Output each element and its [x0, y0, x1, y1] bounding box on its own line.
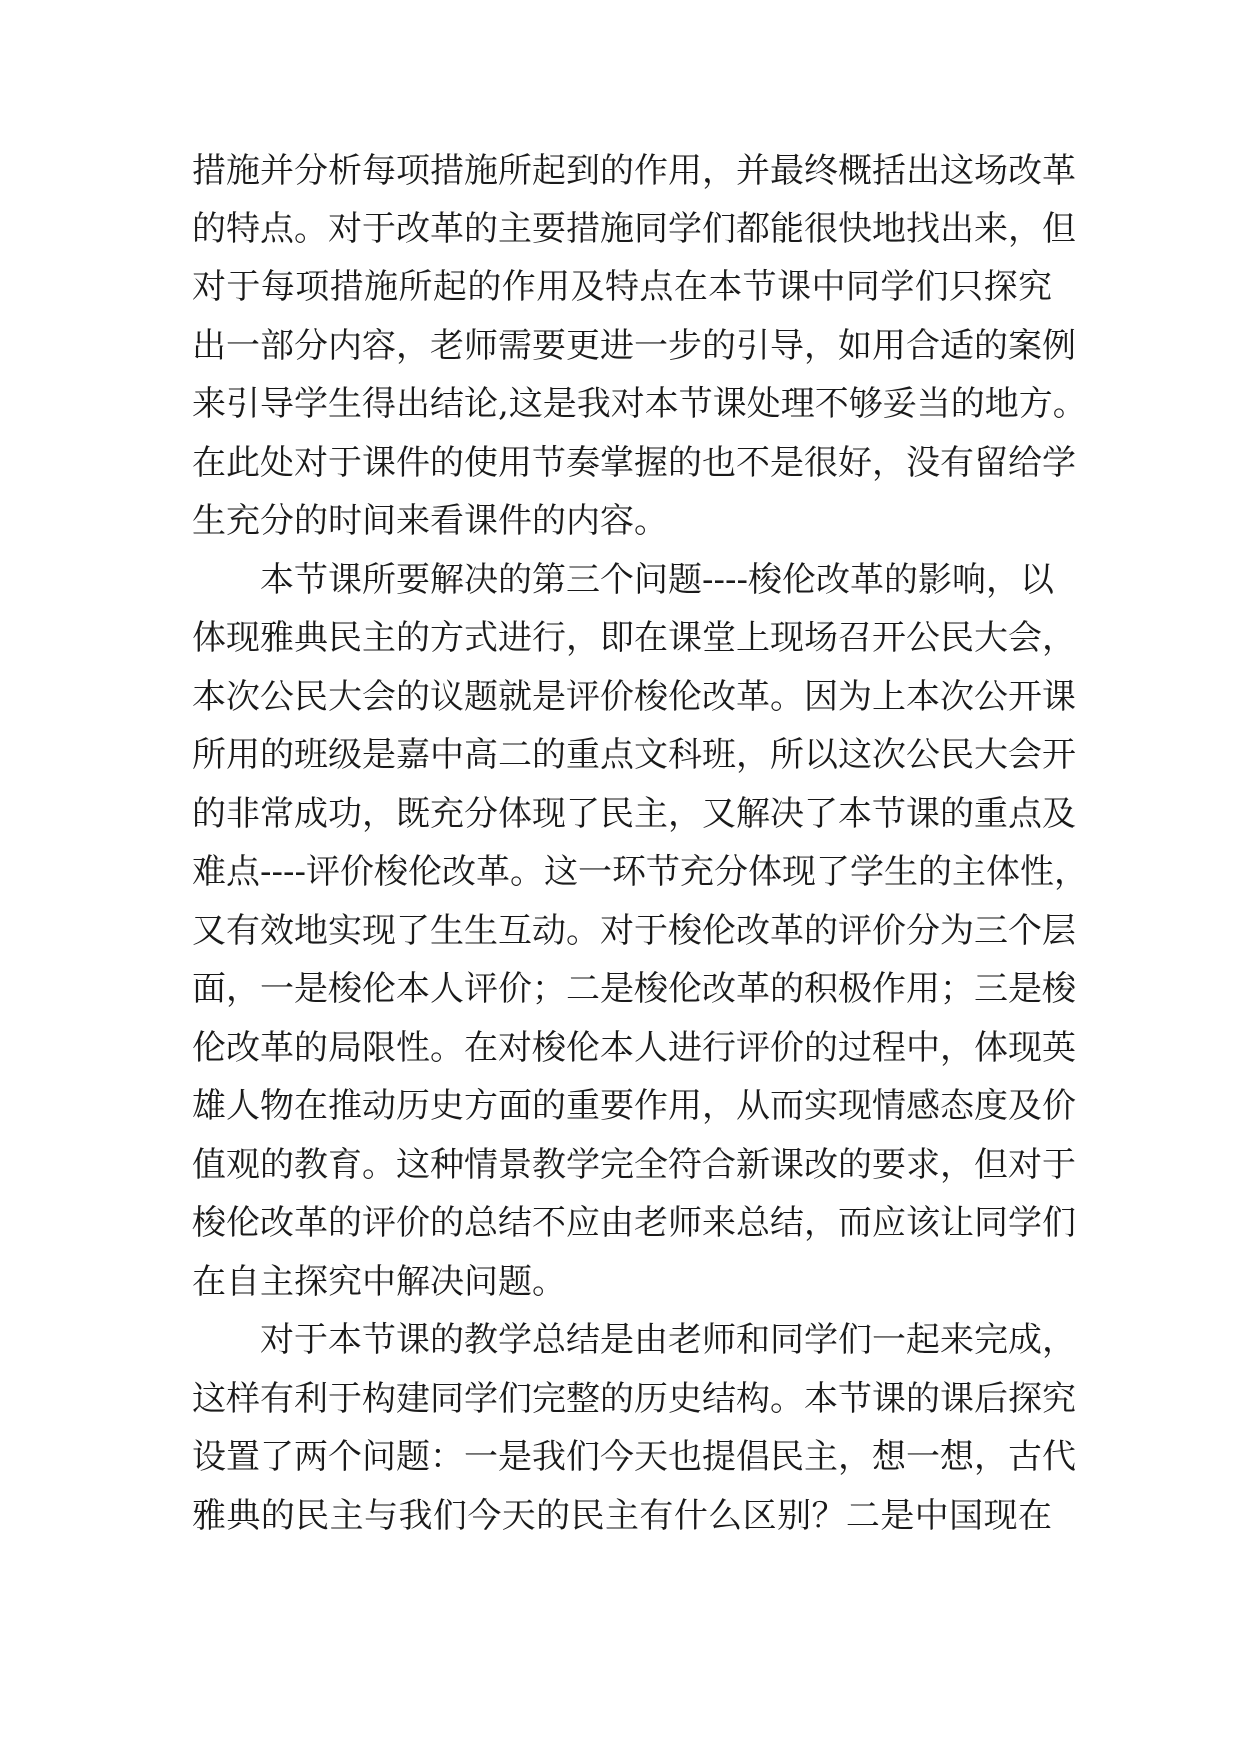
text-line: 雅典的民主与我们今天的民主有什么区别？二是中国现在: [192, 1496, 1052, 1536]
text-line: 梭伦改革的评价的总结不应由老师来总结，而应该让同学们: [192, 1203, 1076, 1243]
text-line: 难点----评价梭伦改革。这一环节充分体现了学生的主体性，: [192, 852, 1088, 892]
text-line: 雄人物在推动历史方面的重要作用，从而实现情感态度及价: [192, 1086, 1076, 1126]
text-line: 的非常成功，既充分体现了民主，又解决了本节课的重点及: [192, 794, 1076, 834]
paragraph-first-line: 对于本节课的教学总结是由老师和同学们一起来完成，: [260, 1320, 1076, 1360]
text-line: 生充分的时间来看课件的内容。: [192, 501, 668, 541]
text-line: 这样有利于构建同学们完整的历史结构。本节课的课后探究: [192, 1379, 1076, 1419]
text-line: 出一部分内容，老师需要更进一步的引导，如用合适的案例: [192, 326, 1076, 366]
text-line: 在自主探究中解决问题。: [192, 1262, 566, 1302]
paragraph-first-line: 本节课所要解决的第三个问题----梭伦改革的影响，以: [260, 560, 1054, 600]
text-line: 体现雅典民主的方式进行，即在课堂上现场召开公民大会，: [192, 618, 1076, 658]
text-line: 在此处对于课件的使用节奏掌握的也不是很好，没有留给学: [192, 443, 1076, 483]
text-line: 伦改革的局限性。在对梭伦本人进行评价的过程中，体现英: [192, 1028, 1076, 1068]
text-line: 本次公民大会的议题就是评价梭伦改革。因为上本次公开课: [192, 677, 1076, 717]
text-line: 所用的班级是嘉中高二的重点文科班，所以这次公民大会开: [192, 735, 1076, 775]
text-line: 的特点。对于改革的主要措施同学们都能很快地找出来，但: [192, 209, 1076, 249]
text-line: 又有效地实现了生生互动。对于梭伦改革的评价分为三个层: [192, 911, 1076, 951]
text-line: 措施并分析每项措施所起到的作用，并最终概括出这场改革: [192, 151, 1076, 191]
text-line: 设置了两个问题：一是我们今天也提倡民主，想一想，古代: [192, 1437, 1076, 1477]
text-line: 面，一是梭伦本人评价；二是梭伦改革的积极作用；三是梭: [192, 969, 1076, 1009]
text-line: 对于每项措施所起的作用及特点在本节课中同学们只探究: [192, 267, 1052, 307]
text-line: 值观的教育。这种情景教学完全符合新课改的要求，但对于: [192, 1145, 1076, 1185]
text-line: 来引导学生得出结论,这是我对本节课处理不够妥当的地方。: [192, 384, 1087, 424]
